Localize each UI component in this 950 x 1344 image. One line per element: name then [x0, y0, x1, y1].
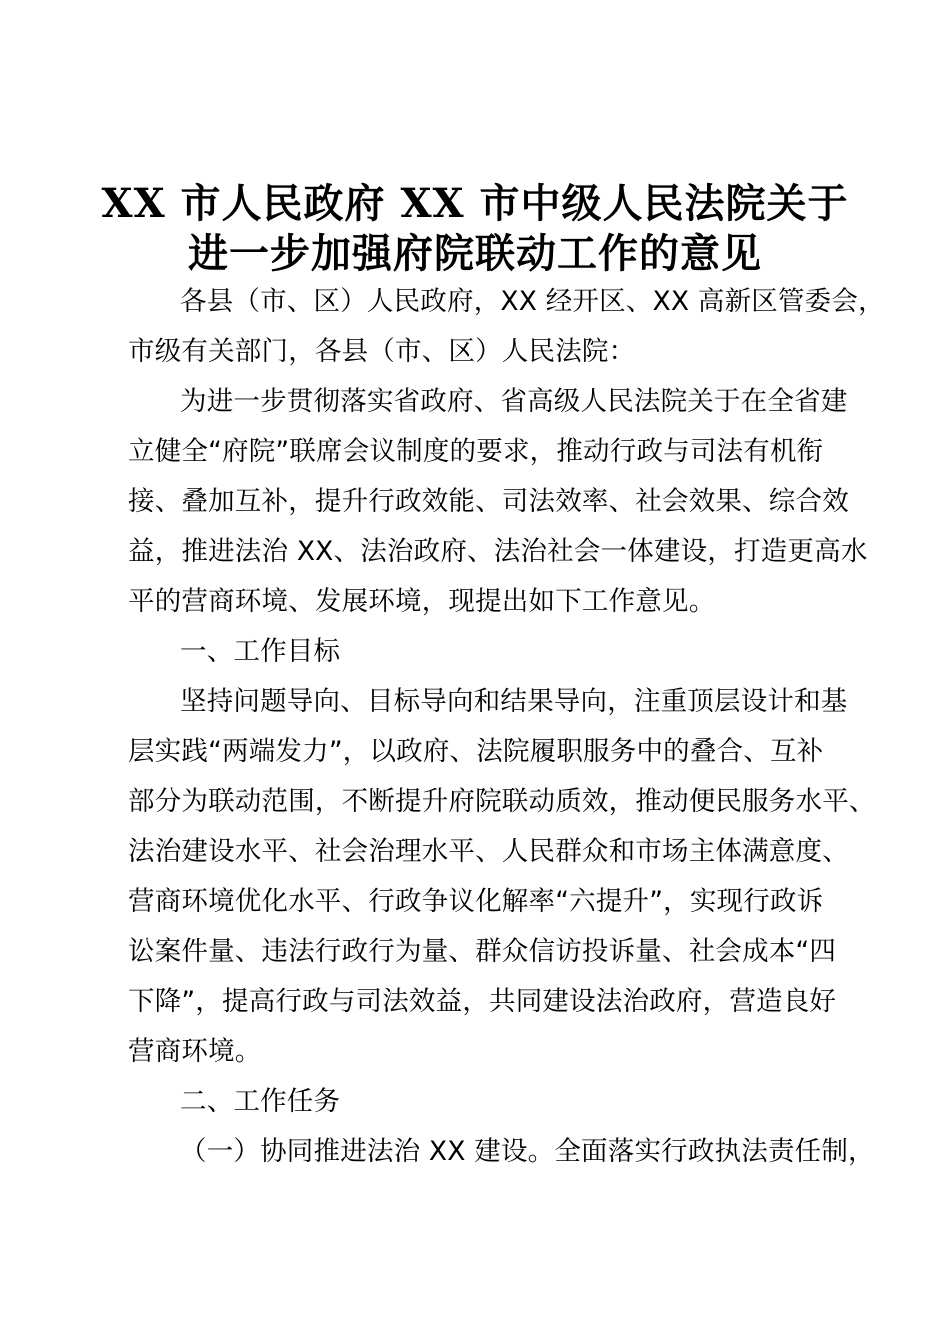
goals-paragraph-line: 下降”，提高行政与司法效益，共同建设法治政府，营造良好 — [128, 986, 837, 1017]
goals-paragraph-line: 坚持问题导向、目标导向和结果导向，注重顶层设计和基 — [180, 686, 848, 717]
addressee-line-1: 各县（市、区）人民政府，XX 经开区、XX 高新区管委会， — [180, 286, 885, 317]
intro-paragraph-line: 益，推进法治 XX、法治政府、法治社会一体建设，打造更高水 — [128, 536, 868, 567]
goals-paragraph-line: 讼案件量、违法行政行为量、群众信访投诉量、社会成本“四 — [128, 936, 837, 967]
document-title-line-2: 进一步加强府院联动工作的意见 — [188, 230, 762, 277]
goals-paragraph-line: 层实践“两端发力”，以政府、法院履职服务中的叠合、互补 — [128, 736, 824, 767]
addressee-line-2: 市级有关部门，各县（市、区）人民法院： — [128, 336, 636, 367]
section-heading-1: 一、工作目标 — [180, 636, 341, 667]
section-heading-2: 二、工作任务 — [180, 1086, 341, 1117]
tasks-paragraph-line: （一）协同推进法治 XX 建设。全面落实行政执法责任制， — [180, 1136, 875, 1167]
goals-paragraph-line: 营商环境。 — [128, 1036, 262, 1067]
intro-paragraph-line: 平的营商环境、发展环境，现提出如下工作意见。 — [128, 586, 716, 617]
goals-paragraph-line: 法治建设水平、社会治理水平、人民群众和市场主体满意度、 — [128, 836, 849, 867]
intro-paragraph-line: 接、叠加互补，提升行政效能、司法效率、社会效果、综合效 — [128, 486, 849, 517]
intro-paragraph-line: 为进一步贯彻落实省政府、省高级人民法院关于在全省建 — [180, 386, 848, 417]
goals-paragraph-line: 部分为联动范围，不断提升府院联动质效，推动便民服务水平、 — [128, 786, 876, 817]
intro-paragraph-line: 立健全“府院”联席会议制度的要求，推动行政与司法有机衔 — [128, 436, 824, 467]
document-title-line-1: XX 市人民政府 XX 市中级人民法院关于 — [101, 180, 849, 227]
goals-paragraph-line: 营商环境优化水平、行政争议化解率“六提升”，实现行政诉 — [128, 886, 824, 917]
